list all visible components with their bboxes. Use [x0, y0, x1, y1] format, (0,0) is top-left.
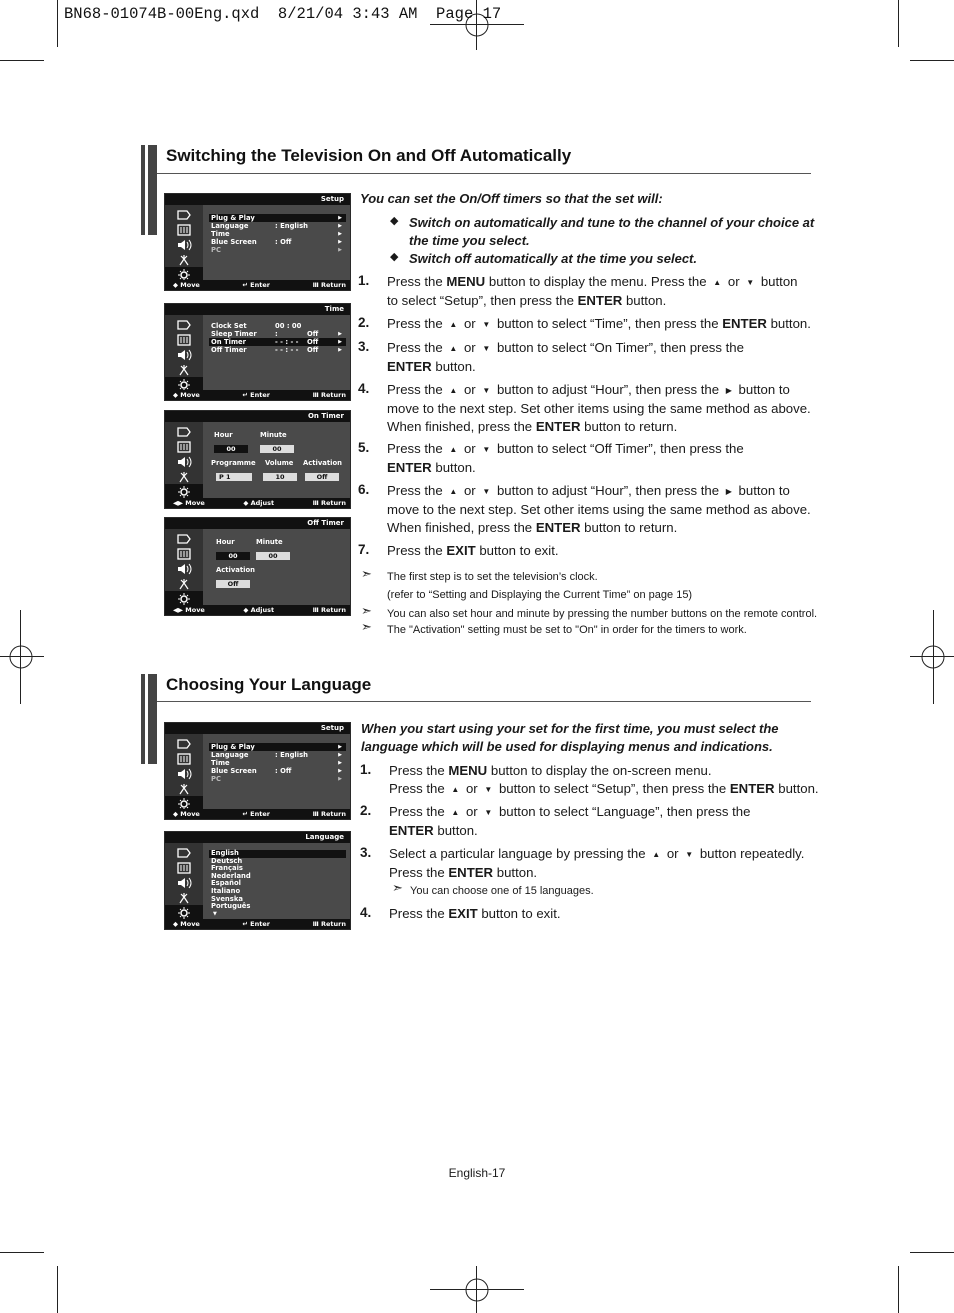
- step-number: 1.: [360, 762, 372, 777]
- osd-time-screen: [164, 303, 351, 401]
- osd-language-option[interactable]: English: [209, 850, 346, 858]
- osd-menu-row[interactable]: Blue Screen : Off ▶: [211, 767, 342, 775]
- crop-mark: [57, 0, 58, 47]
- note-arrow-icon: ➣: [361, 603, 372, 618]
- osd-minute-value[interactable]: 00: [260, 445, 294, 453]
- osd-on-timer-screen: [164, 410, 351, 509]
- osd-menu: [209, 743, 346, 783]
- step-text: Press the ▲ or ▼ button to select “On Timer”, then press the ENTER button.: [387, 340, 744, 374]
- input-icon: [165, 736, 203, 751]
- sound-icon: [165, 347, 203, 362]
- osd-icon-column: [165, 529, 203, 605]
- osd-menu: [209, 850, 346, 917]
- note-text: The first step is to set the television’s clock.: [387, 571, 598, 583]
- step-text: Select a particular language by pressing the ▲ or ▼ button repeatedly. Press the ENTER button.: [389, 846, 805, 880]
- section-marker: [141, 674, 157, 764]
- osd-language-screen: [164, 831, 351, 930]
- osd-menu-row[interactable]: PC ▶: [211, 775, 342, 783]
- step-text: Press the ▲ or ▼ button to select “Off Timer”, then press the ENTER button.: [387, 441, 744, 475]
- section-title: Choosing Your Language: [166, 675, 372, 694]
- note-text: You can also set hour and minute by pressing the number buttons on the remote control.: [387, 608, 818, 620]
- section-marker: [141, 145, 157, 235]
- osd-minute-value[interactable]: 00: [256, 552, 290, 560]
- registration-mark-icon: [3, 639, 39, 675]
- step-number: 2.: [358, 315, 370, 330]
- osd-language-option[interactable]: Nederland: [211, 871, 251, 880]
- osd-footer: ◆ Move ↵ Enter Ⅲ Return: [165, 809, 350, 819]
- step-number: 2.: [360, 803, 372, 818]
- crop-mark: [898, 1266, 899, 1313]
- osd-language-option[interactable]: Italiano: [211, 886, 241, 895]
- crop-mark: [0, 60, 44, 61]
- bullet-diamond-icon: ◆: [390, 251, 399, 263]
- osd-menu: [209, 322, 346, 354]
- osd-language-option[interactable]: Español: [211, 879, 241, 888]
- picture-icon: [165, 332, 203, 347]
- setup-gear-icon: [165, 905, 203, 920]
- file-slug: BN68-01074B-00Eng.qxd 8/21/04 3:43 AM Page 17: [64, 5, 502, 23]
- note-arrow-icon: ➣: [361, 566, 372, 581]
- channel-icon: [165, 469, 203, 484]
- bullet-diamond-icon: ◆: [390, 215, 399, 227]
- input-icon: [165, 424, 203, 439]
- section1-intro: You can set the On/Off timers so that the set will:: [360, 191, 663, 206]
- step-number: 3.: [360, 845, 372, 860]
- osd-language-option[interactable]: Français: [211, 864, 243, 873]
- osd-programme-value[interactable]: P 1: [216, 473, 252, 481]
- bullet-text: Switch off automatically at the time you select.: [409, 251, 697, 266]
- section-rule: [157, 173, 811, 174]
- osd-menu-row[interactable]: PC ▶: [211, 246, 342, 254]
- osd-menu-row[interactable]: On Timer - - : - - Off ▶: [209, 338, 346, 346]
- step-text: Press the EXIT button to exit.: [387, 543, 559, 558]
- picture-icon: [165, 751, 203, 766]
- osd-menu-row[interactable]: Sleep Timer : Off ▶: [211, 330, 342, 338]
- page-number: English-17: [448, 1166, 506, 1180]
- osd-language-option[interactable]: Deutsch: [211, 856, 243, 865]
- osd-activation-value[interactable]: Off: [216, 580, 250, 588]
- step-text: Press the ▲ or ▼ button to adjust “Hour”, then press the ▶ button to move to the next step. Set other items using the same method as above. When finished, press the ENTER button to return.: [387, 382, 811, 434]
- picture-icon: [165, 546, 203, 561]
- note-text: You can choose one of 15 languages.: [410, 885, 594, 897]
- step-text: Press the MENU button to display the on-screen menu. Press the ▲ or ▼ button to select “Setup”, then press the ENTER button.: [389, 763, 819, 796]
- channel-icon: [165, 781, 203, 796]
- osd-hour-value[interactable]: 00: [214, 445, 248, 453]
- input-icon: [165, 207, 203, 222]
- osd-title: Time: [165, 304, 350, 315]
- step-number: 5.: [358, 440, 370, 455]
- section-title: Switching the Television On and Off Automatically: [166, 146, 572, 165]
- osd-minute-label: Minute: [260, 431, 287, 439]
- osd-title: On Timer: [165, 411, 350, 422]
- osd-menu-row[interactable]: Plug & Play ▶: [209, 743, 346, 751]
- step-text: Press the MENU button to display the menu. Press the ▲ or ▼ button to select “Setup”, then press the ENTER button.: [387, 274, 798, 308]
- step-text: Press the ▲ or ▼ button to select “Language”, then press the ENTER button.: [389, 804, 751, 838]
- step-text: Press the ▲ or ▼ button to select “Time”, then press the ENTER button.: [387, 316, 811, 331]
- crop-mark: [910, 60, 954, 61]
- scroll-down-icon[interactable]: ▼: [213, 910, 217, 917]
- sound-icon: [165, 766, 203, 781]
- section2-intro: When you start using your set for the first time, you must select the: [361, 721, 779, 736]
- osd-volume-label: Volume: [265, 459, 294, 467]
- picture-icon: [165, 860, 203, 875]
- osd-icon-column: [165, 734, 203, 809]
- step-text: Press the EXIT button to exit.: [389, 906, 561, 921]
- osd-footer: ◀▶ Move ◆ Adjust Ⅲ Return: [165, 605, 350, 615]
- osd-hour-label: Hour: [216, 538, 235, 546]
- osd-footer: ◆ Move ↵ Enter Ⅲ Return: [165, 919, 350, 929]
- picture-icon: [165, 439, 203, 454]
- section-rule: [157, 701, 811, 702]
- osd-menu: [209, 214, 346, 254]
- step-number: 6.: [358, 482, 370, 497]
- setup-gear-icon: [165, 484, 203, 499]
- note-text: The "Activation" setting must be set to "On" in order for the timers to work.: [387, 624, 747, 636]
- osd-menu-row[interactable]: Blue Screen : Off ▶: [211, 238, 342, 246]
- bullet-text: Switch on automatically and tune to the channel of your choice at: [409, 215, 815, 230]
- osd-menu-row[interactable]: Time ▶: [211, 230, 342, 238]
- osd-hour-value[interactable]: 00: [216, 552, 250, 560]
- osd-off-timer-screen: [164, 517, 351, 616]
- bullet-text: the time you select.: [409, 233, 530, 248]
- osd-activation-label: Activation: [303, 459, 342, 467]
- osd-language-option[interactable]: Svenska: [211, 894, 243, 903]
- registration-mark-icon: [915, 639, 951, 675]
- osd-title: Off Timer: [165, 518, 350, 529]
- osd-setup-screen: [164, 193, 351, 291]
- setup-gear-icon: [165, 591, 203, 606]
- osd-footer: ◆ Move ↵ Enter Ⅲ Return: [165, 390, 350, 400]
- step-number: 4.: [358, 381, 370, 396]
- channel-icon: [165, 362, 203, 377]
- input-icon: [165, 845, 203, 860]
- osd-footer: ◀▶ Move ◆ Adjust Ⅲ Return: [165, 498, 350, 508]
- osd-setup-screen: [164, 722, 351, 820]
- osd-title: Setup: [165, 194, 350, 205]
- crop-mark: [910, 1252, 954, 1253]
- channel-icon: [165, 890, 203, 905]
- registration-mark-icon: [459, 1272, 495, 1308]
- step-number: 4.: [360, 905, 372, 920]
- step-number: 1.: [358, 273, 370, 288]
- picture-icon: [165, 222, 203, 237]
- input-icon: [165, 317, 203, 332]
- sound-icon: [165, 454, 203, 469]
- input-icon: [165, 531, 203, 546]
- crop-mark: [57, 1266, 58, 1313]
- osd-activation-label: Activation: [216, 566, 255, 574]
- channel-icon: [165, 252, 203, 267]
- osd-programme-label: Programme: [211, 459, 256, 467]
- step-number: 3.: [358, 339, 370, 354]
- osd-icon-column: [165, 315, 203, 390]
- osd-footer: ◆ Move ↵ Enter Ⅲ Return: [165, 280, 350, 290]
- crop-mark: [0, 1252, 44, 1253]
- osd-menu-row[interactable]: Clock Set 00 : 00: [211, 322, 302, 330]
- osd-volume-value[interactable]: 10: [263, 473, 297, 481]
- osd-hour-label: Hour: [214, 431, 233, 439]
- osd-minute-label: Minute: [256, 538, 283, 546]
- osd-menu-row[interactable]: Language : English ▶: [211, 751, 342, 759]
- note-arrow-icon: ➣: [361, 619, 372, 634]
- step-text: Press the ▲ or ▼ button to adjust “Hour”, then press the ▶ button to move to the next step. Set other items using the same method as above. When finished, press the ENTER button to return.: [387, 483, 811, 535]
- osd-menu-row[interactable]: Plug & Play ▶: [209, 214, 346, 222]
- step-number: 7.: [358, 542, 370, 557]
- note-text: (refer to “Setting and Displaying the Current Time” on page 15): [387, 589, 693, 601]
- osd-title: Language: [165, 832, 350, 843]
- osd-language-option[interactable]: Português: [211, 902, 251, 911]
- osd-title: Setup: [165, 723, 350, 734]
- osd-icon-column: [165, 422, 203, 498]
- sound-icon: [165, 237, 203, 252]
- crop-mark: [898, 0, 899, 47]
- sound-icon: [165, 561, 203, 576]
- osd-icon-column: [165, 205, 203, 280]
- note-arrow-icon: ➣: [392, 880, 403, 895]
- sound-icon: [165, 875, 203, 890]
- osd-menu-row[interactable]: Language : English ▶: [211, 222, 342, 230]
- channel-icon: [165, 576, 203, 591]
- osd-menu-row[interactable]: Off Timer - - : - - Off ▶: [211, 346, 342, 354]
- section2-intro: language which will be used for displaying menus and indications.: [361, 739, 773, 754]
- osd-icon-column: [165, 843, 203, 919]
- osd-menu-row[interactable]: Time ▶: [211, 759, 342, 767]
- osd-activation-value[interactable]: Off: [305, 473, 339, 481]
